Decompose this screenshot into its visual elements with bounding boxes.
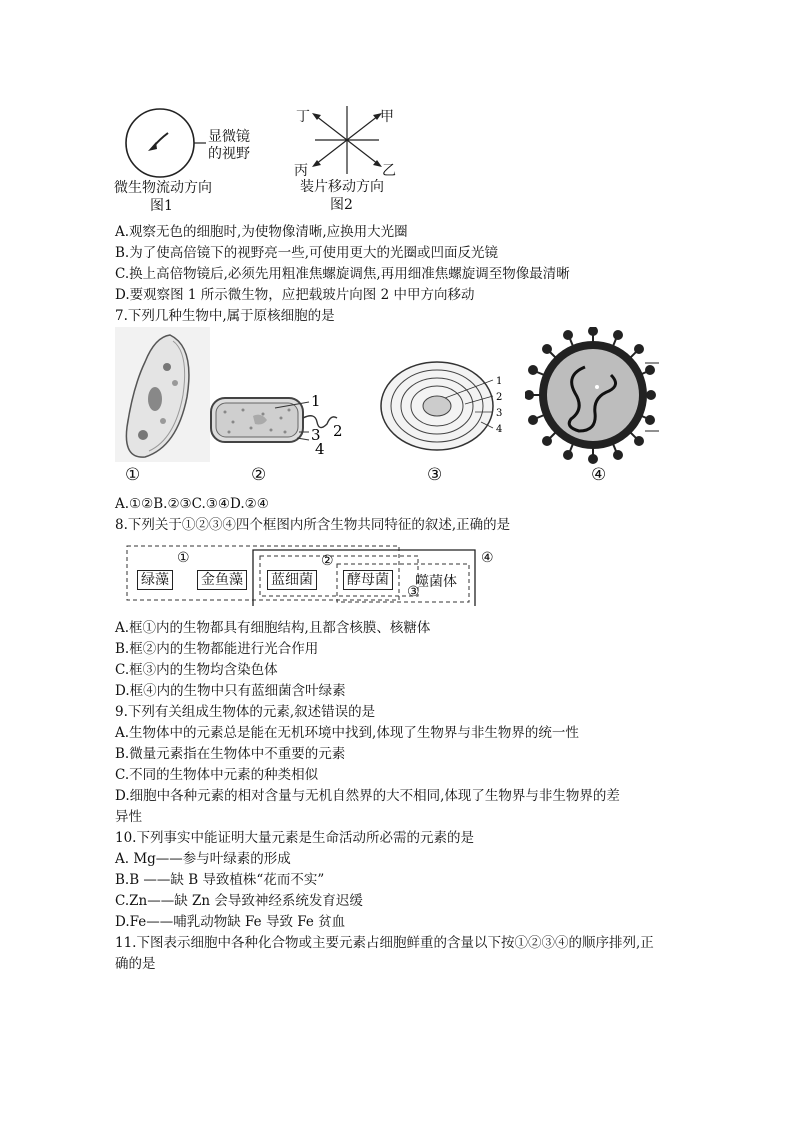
organism-lvzao: 绿藻 — [137, 570, 173, 590]
q9-option-b: B.微量元素指在生物体中不重要的元素 — [115, 746, 346, 762]
q8-option-b: B.框②内的生物都能进行光合作用 — [115, 641, 319, 657]
q8-option-a: A.框①内的生物都具有细胞结构,且都含核膜、核糖体 — [115, 620, 431, 636]
q10-option-b: B.B ——缺 B 导致植株“花而不实” — [115, 872, 325, 888]
fig2-dir-bing: 丙 — [294, 163, 308, 179]
q8-box-num-1: ① — [177, 550, 190, 566]
cell3-label-4: 4 — [496, 424, 503, 435]
fig1-caption: 微生物流动方向 — [114, 180, 212, 196]
fig1-label-b: 的视野 — [208, 146, 250, 162]
cell3-label-3: 3 — [496, 408, 503, 419]
q6-option-a: A.观察无色的细胞时,为使物像清晰,应换用大光圈 — [115, 224, 408, 240]
q8-box-num-3: ③ — [407, 584, 420, 600]
fig2-caption: 装片移动方向 — [300, 179, 384, 195]
cell2-label-1: 1 — [311, 392, 321, 410]
bacterium-image — [205, 332, 355, 462]
q6-option-c: C.换上高倍物镜后,必须先用粗准焦螺旋调焦,再用细准焦螺旋调至物像最清晰 — [115, 266, 570, 282]
q9-stem: 9.下列有关组成生物体的元素,叙述错误的是 — [115, 704, 376, 720]
fig2-dir-ding: 丁 — [296, 109, 310, 125]
cell2-label-3: 3 — [311, 426, 321, 444]
q8-stem: 8.下列关于①②③④四个框图内所含生物共同特征的叙述,正确的是 — [115, 517, 511, 533]
q9-option-a: A.生物体中的元素总是能在无机环境中找到,体现了生物界与非生物界的统一性 — [115, 725, 579, 741]
q7-image-num-2: ② — [251, 465, 267, 485]
q11-stem-line-2: 确的是 — [115, 956, 156, 972]
organism-jinyuzao: 金鱼藻 — [197, 570, 247, 590]
q7-image-num-4: ④ — [591, 465, 607, 485]
cell3-label-2: 2 — [496, 392, 503, 403]
q7-image-num-1: ① — [125, 465, 141, 485]
figure-1 — [110, 105, 270, 215]
cell3-label-1: 1 — [496, 376, 503, 387]
cell2-label-4: 4 — [315, 440, 325, 458]
q10-stem: 10.下列事实中能证明大量元素是生命活动所必需的元素的是 — [115, 830, 474, 846]
figure-2 — [290, 104, 410, 216]
q8-box-diagram — [125, 542, 505, 612]
fig2-dir-jia: 甲 — [380, 109, 394, 125]
concentric-cell-image — [375, 332, 515, 462]
q8-option-c: C.框③内的生物均含染色体 — [115, 662, 278, 678]
virus-image — [525, 327, 660, 467]
cell2-label-2: 2 — [333, 422, 343, 440]
q9-option-d: D.细胞中各种元素的相对含量与无机自然界的大不相同,体现了生物界与非生物界的差 — [115, 788, 620, 804]
fig2-dir-yi: 乙 — [382, 163, 396, 179]
q7-image-panel — [115, 327, 665, 492]
q10-option-a: A. Mg——参与叶绿素的形成 — [115, 851, 291, 867]
q7-stem: 7.下列几种生物中,属于原核细胞的是 — [115, 308, 335, 324]
organism-jiaomujun: 酵母菌 — [343, 570, 393, 590]
q7-image-num-3: ③ — [427, 465, 443, 485]
q6-option-d: D.要观察图 1 所示微生物，应把载玻片向图 2 中甲方向移动 — [115, 287, 475, 303]
fig1-name: 图1 — [150, 198, 173, 214]
q11-stem-line-1: 11.下图表示细胞中各种化合物或主要元素占细胞鲜重的含量以下按①②③④的顺序排列,正 — [115, 935, 654, 951]
paramecium-image — [115, 327, 210, 462]
q8-box-num-2: ② — [321, 553, 334, 569]
q6-option-b: B.为了使高倍镜下的视野亮一些,可使用更大的光圈或凹面反光镜 — [115, 245, 499, 261]
q8-option-d: D.框④内的生物中只有蓝细菌含叶绿素 — [115, 683, 346, 699]
organism-shijunti: 噬菌体 — [415, 574, 457, 590]
q10-option-d: D.Fe——哺乳动物缺 Fe 导致 Fe 贫血 — [115, 914, 346, 930]
q8-box-num-4: ④ — [481, 550, 494, 566]
q10-option-c: C.Zn——缺 Zn 会导致神经系统发育迟缓 — [115, 893, 363, 909]
fig1-label-a: 显微镜 — [208, 129, 250, 145]
q9-option-c: C.不同的生物体中元素的种类相似 — [115, 767, 319, 783]
organism-lanxijun: 蓝细菌 — [267, 570, 317, 590]
q9-option-d-cont: 异性 — [115, 809, 142, 825]
q7-options: A.①②B.②③C.③④D.②④ — [115, 496, 269, 512]
fig2-name: 图2 — [330, 197, 353, 213]
